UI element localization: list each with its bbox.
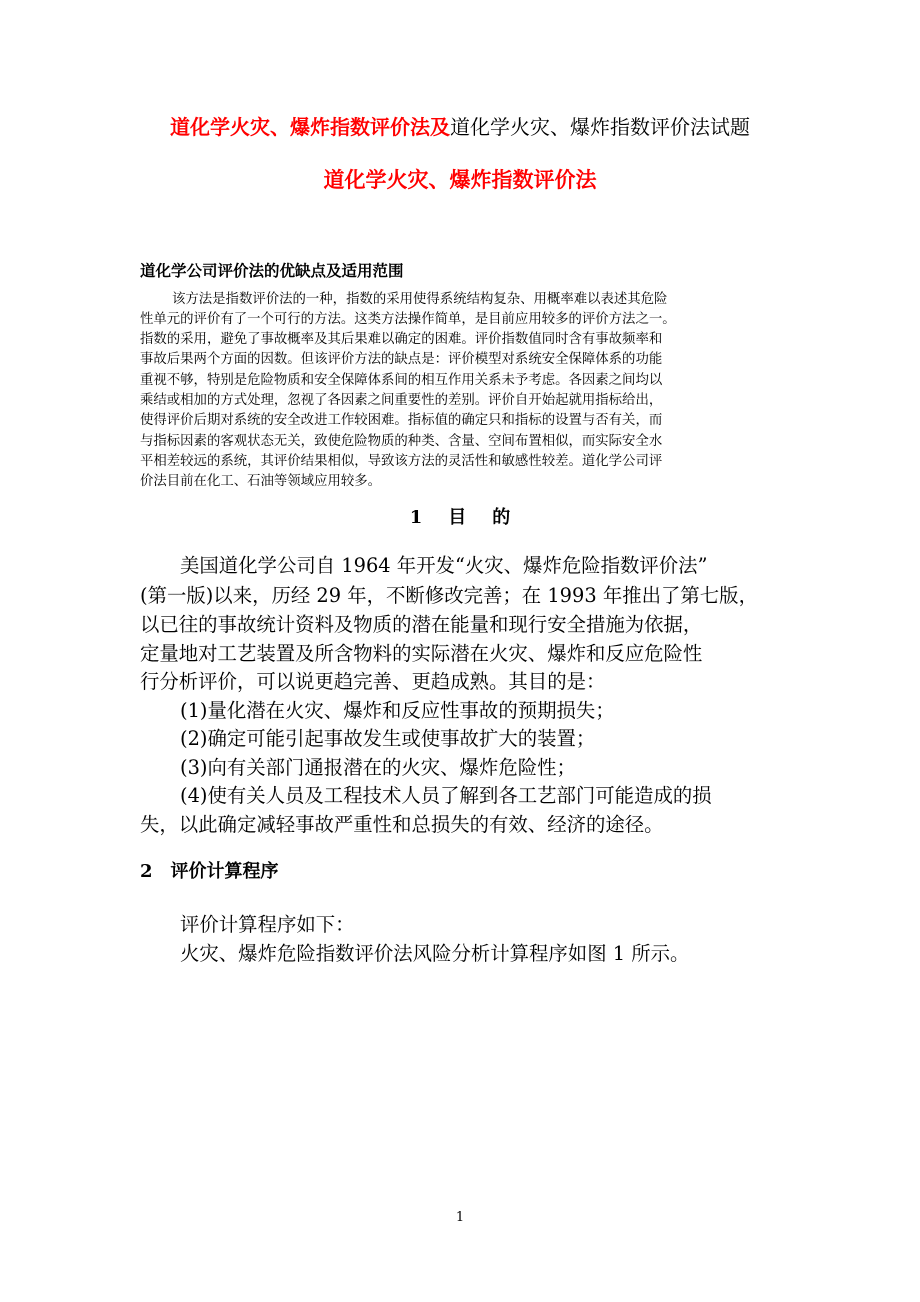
section1-list-item: (2)确定可能引起事故发生或使事故扩大的装置；: [180, 727, 596, 750]
section1-line: (第一版)以来，历经 29 年，不断修改完善；在 1993 年推出了第七版，: [140, 584, 758, 607]
section2-number: 2: [140, 861, 153, 882]
header-black-text: 道化学火灾、爆炸指数评价法试题: [450, 115, 750, 139]
section1-number: 1: [409, 507, 423, 528]
section1-list-item: (1)量化潜在火灾、爆炸和反应性事故的预期损失；: [180, 699, 615, 722]
overview-heading: 道化学公司评价法的优缺点及适用范围: [140, 262, 404, 280]
section2-heading: [140, 859, 279, 885]
section1-list-item: (3)向有关部门通报潜在的火灾、爆炸危险性；: [180, 756, 576, 779]
header-red-text: 道化学火灾、爆炸指数评价法及: [170, 115, 450, 139]
document-header: [0, 113, 920, 141]
section1-title-char2: 的: [492, 507, 511, 528]
section1-line: 失，以此确定减轻事故严重性和总损失的有效、经济的途径。: [140, 813, 664, 836]
overview-line: 与指标因素的客观状态无关，致使危险物质的种类、含量、空间布置相似，而实际安全水: [140, 434, 663, 449]
overview-line: 重视不够，特别是危险物质和安全保障体系间的相互作用关系未予考虑。各因素之间均以: [140, 373, 663, 388]
overview-line: 性单元的评价有了一个可行的方法。这类方法操作简单，是目前应用较多的评价方法之一。: [140, 312, 676, 327]
overview-line: 价法目前在化工、石油等领域应用较多。: [140, 474, 382, 489]
section1-line: 行分析评价，可以说更趋完善、更趋成熟。其目的是：: [140, 670, 606, 693]
section2-line: 火灾、爆炸危险指数评价法风险分析计算程序如图 1 所示。: [180, 942, 690, 965]
overview-line: 乘结或相加的方式处理，忽视了各因素之间重要性的差别。评价自开始起就用指标给出，: [140, 393, 663, 408]
overview-line: 事故后果两个方面的因数。但该评价方法的缺点是：评价模型对系统安全保障体系的功能: [140, 352, 663, 367]
section2-title: 评价计算程序: [170, 861, 279, 882]
section1-line: 以已往的事故统计资料及物质的潜在能量和现行安全措施为依据，: [140, 613, 703, 636]
overview-line: 使得评价后期对系统的安全改进工作较困难。指标值的确定只和指标的设置与否有关，而: [140, 413, 663, 428]
section2-line: 评价计算程序如下：: [180, 913, 355, 936]
section1-list-item: (4)使有关人员及工程技术人员了解到各工艺部门可能造成的损: [180, 784, 712, 807]
page-number: 1: [455, 1210, 465, 1225]
overview-line: 平相差较远的系统，其评价结果相似，导致该方法的灵活性和敏感性较差。道化学公司评: [140, 454, 663, 469]
main-title: 道化学火灾、爆炸指数评价法: [323, 167, 597, 192]
overview-line: 该方法是指数评价法的一种，指数的采用使得系统结构复杂、用概率难以表述其危险: [172, 292, 668, 307]
section1-heading: [0, 505, 920, 531]
section1-line: 美国道化学公司自 1964 年开发“火灾、爆炸危险指数评价法”: [180, 554, 708, 577]
overview-line: 指数的采用，避免了事故概率及其后果难以确定的困难。评价指数值同时含有事故频率和: [140, 332, 663, 347]
section1-title-char1: 目: [448, 507, 467, 528]
section1-line: 定量地对工艺装置及所含物料的实际潜在火灾、爆炸和反应危险性: [140, 642, 703, 665]
